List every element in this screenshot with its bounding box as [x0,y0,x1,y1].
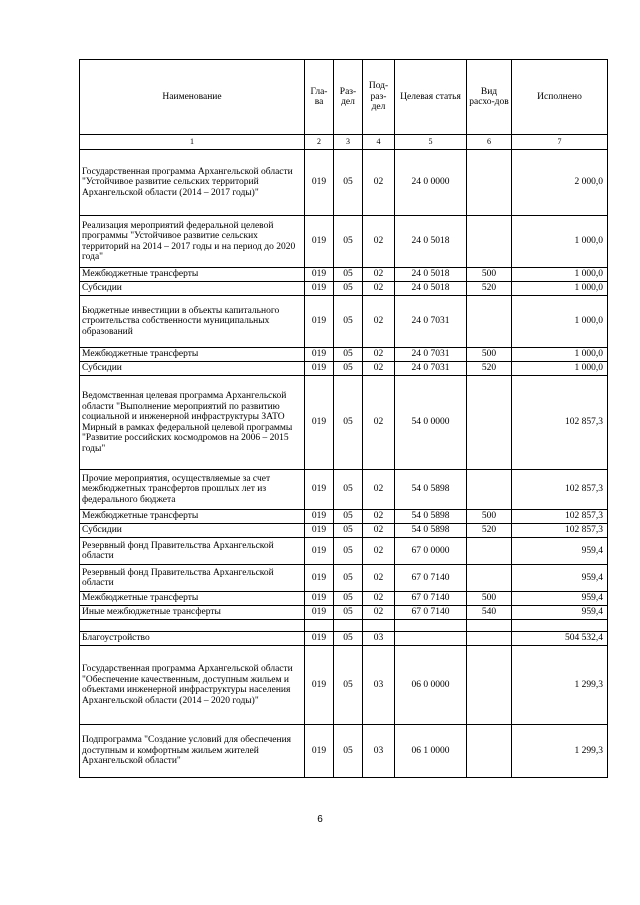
row-name: Межбюджетные трансферты [80,268,305,282]
row-vid [467,565,512,592]
row-vid [467,725,512,778]
row-razdel: 05 [334,268,363,282]
row-statya: 24 0 0000 [395,150,467,216]
row-amount: 959,4 [512,538,608,565]
row-name: Иные межбюджетные трансферты [80,606,305,620]
row-vid [467,296,512,348]
table-row [80,632,608,646]
row-razdel: 05 [334,216,363,268]
row-podrazdel: 02 [363,216,395,268]
row-glava: 019 [305,565,334,592]
row-statya: 67 0 0000 [395,538,467,565]
row-vid [467,632,512,646]
row-glava: 019 [305,510,334,524]
row-razdel: 05 [334,606,363,620]
page-number: 6 [317,814,323,825]
table-row [80,470,608,510]
row-glava: 019 [305,632,334,646]
row-name: Государственная программа Архангельской области "Устойчивое развитие сельских территорий Архангельской области (2014 – 2017 годы)" [80,150,305,216]
row-vid [467,216,512,268]
row-statya: 24 0 5018 [395,282,467,296]
row-podrazdel: 02 [363,565,395,592]
row-vid: 520 [467,524,512,538]
row-name: Межбюджетные трансферты [80,510,305,524]
row-name: Ведомственная целевая программа Архангельской области "Выполнение мероприятий по развитию социальной и инженерной инфраструктуры ЗАТО Мирный в рамках федеральной целевой программы "Развитие российских космодромов на 2006 – 2015 годы" [80,376,305,470]
row-podrazdel: 02 [363,606,395,620]
row-statya [395,620,467,632]
row-vid: 500 [467,592,512,606]
header-statya: Целевая статья [395,60,467,135]
row-podrazdel: 03 [363,632,395,646]
row-razdel: 05 [334,725,363,778]
row-name: Резервный фонд Правительства Архангельской области [80,565,305,592]
row-vid: 540 [467,606,512,620]
row-amount: 1 000,0 [512,296,608,348]
row-amount: 1 000,0 [512,282,608,296]
row-podrazdel: 02 [363,538,395,565]
row-glava: 019 [305,592,334,606]
table-row [80,592,608,606]
table-row [80,296,608,348]
row-razdel: 05 [334,646,363,725]
row-podrazdel: 03 [363,646,395,725]
table-row [80,376,608,470]
table-row [80,646,608,725]
row-razdel: 05 [334,510,363,524]
row-podrazdel [363,620,395,632]
row-podrazdel: 02 [363,470,395,510]
row-statya: 24 0 7031 [395,362,467,376]
budget-table [79,59,608,778]
row-statya: 54 0 5898 [395,510,467,524]
row-name [80,620,305,632]
row-glava: 019 [305,376,334,470]
table-body [80,150,608,778]
row-amount: 102 857,3 [512,524,608,538]
row-amount: 102 857,3 [512,376,608,470]
table-row [80,268,608,282]
row-vid: 500 [467,510,512,524]
row-amount: 1 000,0 [512,362,608,376]
row-razdel: 05 [334,538,363,565]
row-amount: 2 000,0 [512,150,608,216]
table-row [80,282,608,296]
row-statya [395,632,467,646]
row-podrazdel: 02 [363,524,395,538]
row-amount [512,620,608,632]
row-name: Субсидии [80,362,305,376]
column-number: 7 [512,135,608,150]
row-razdel: 05 [334,150,363,216]
row-razdel: 05 [334,565,363,592]
row-razdel: 05 [334,348,363,362]
row-name: Государственная программа Архангельской области "Обеспечение качественным, доступным жильем и объектами инженерной инфраструктуры населения Архангельской области (2014 – 2020 годы)" [80,646,305,725]
header-row [80,60,608,135]
row-statya: 67 0 7140 [395,565,467,592]
row-vid [467,470,512,510]
row-name: Прочие мероприятия, осуществляемые за счет межбюджетных трансфертов прошлых лет из федерального бюджета [80,470,305,510]
row-glava: 019 [305,282,334,296]
row-glava: 019 [305,524,334,538]
row-amount: 1 000,0 [512,268,608,282]
row-glava: 019 [305,216,334,268]
row-razdel: 05 [334,524,363,538]
row-amount: 102 857,3 [512,470,608,510]
row-razdel: 05 [334,632,363,646]
row-podrazdel: 02 [363,268,395,282]
row-podrazdel: 03 [363,725,395,778]
row-statya: 67 0 7140 [395,606,467,620]
row-amount: 1 000,0 [512,216,608,268]
row-vid: 500 [467,268,512,282]
row-razdel: 05 [334,362,363,376]
row-podrazdel: 02 [363,376,395,470]
row-vid: 500 [467,348,512,362]
row-glava: 019 [305,362,334,376]
row-glava: 019 [305,538,334,565]
column-number: 2 [305,135,334,150]
column-number: 4 [363,135,395,150]
table-row [80,606,608,620]
row-amount: 959,4 [512,606,608,620]
header-name: Наименование [80,60,305,135]
row-vid: 520 [467,362,512,376]
row-razdel: 05 [334,470,363,510]
row-name: Благоустройство [80,632,305,646]
row-vid [467,376,512,470]
row-razdel: 05 [334,592,363,606]
row-statya: 54 0 0000 [395,376,467,470]
table-row [80,538,608,565]
row-vid [467,150,512,216]
table-row [80,620,608,632]
row-razdel: 05 [334,282,363,296]
row-amount: 504 532,4 [512,632,608,646]
row-vid [467,646,512,725]
row-vid: 520 [467,282,512,296]
row-statya: 54 0 5898 [395,524,467,538]
row-name: Подпрограмма "Создание условий для обеспечения доступным и комфортным жильем жителей Архангельской области" [80,725,305,778]
row-glava: 019 [305,268,334,282]
table-row [80,565,608,592]
row-vid [467,620,512,632]
table-row [80,150,608,216]
row-statya: 06 0 0000 [395,646,467,725]
row-podrazdel: 02 [363,348,395,362]
header-amount: Исполнено [512,60,608,135]
row-podrazdel: 02 [363,510,395,524]
row-glava: 019 [305,348,334,362]
header-vid: Вид расхо-дов [467,60,512,135]
row-podrazdel: 02 [363,362,395,376]
row-name: Бюджетные инвестиции в объекты капитального строительства собственности муниципальных образований [80,296,305,348]
row-amount: 959,4 [512,592,608,606]
row-name: Субсидии [80,282,305,296]
row-statya: 24 0 7031 [395,348,467,362]
row-name: Реализация мероприятий федеральной целевой программы "Устойчивое развитие сельских территорий на 2014 – 2017 годы и на период до 2020 года" [80,216,305,268]
table-row [80,524,608,538]
row-podrazdel: 02 [363,150,395,216]
row-statya: 54 0 5898 [395,470,467,510]
row-name: Субсидии [80,524,305,538]
row-name: Межбюджетные трансферты [80,592,305,606]
table-row [80,725,608,778]
row-name: Межбюджетные трансферты [80,348,305,362]
table-row [80,348,608,362]
row-podrazdel: 02 [363,282,395,296]
column-number: 1 [80,135,305,150]
row-glava: 019 [305,470,334,510]
row-statya: 24 0 5018 [395,268,467,282]
row-amount: 1 000,0 [512,348,608,362]
row-amount: 102 857,3 [512,510,608,524]
table-row [80,216,608,268]
row-statya: 24 0 5018 [395,216,467,268]
row-amount: 1 299,3 [512,646,608,725]
row-razdel: 05 [334,296,363,348]
row-glava: 019 [305,725,334,778]
column-number: 3 [334,135,363,150]
header-glava: Гла-ва [305,60,334,135]
row-name: Резервный фонд Правительства Архангельской области [80,538,305,565]
row-glava: 019 [305,646,334,725]
row-razdel: 05 [334,376,363,470]
row-statya: 06 1 0000 [395,725,467,778]
row-razdel [334,620,363,632]
row-glava: 019 [305,150,334,216]
row-statya: 67 0 7140 [395,592,467,606]
row-statya: 24 0 7031 [395,296,467,348]
table-row [80,510,608,524]
row-podrazdel: 02 [363,592,395,606]
table-row [80,362,608,376]
row-glava: 019 [305,606,334,620]
header-podrazdel: Под-раз-дел [363,60,395,135]
column-number-row [80,135,608,150]
header-razdel: Раз-дел [334,60,363,135]
row-amount: 959,4 [512,565,608,592]
column-number: 6 [467,135,512,150]
column-number: 5 [395,135,467,150]
row-glava [305,620,334,632]
row-vid [467,538,512,565]
row-glava: 019 [305,296,334,348]
row-amount: 1 299,3 [512,725,608,778]
row-podrazdel: 02 [363,296,395,348]
